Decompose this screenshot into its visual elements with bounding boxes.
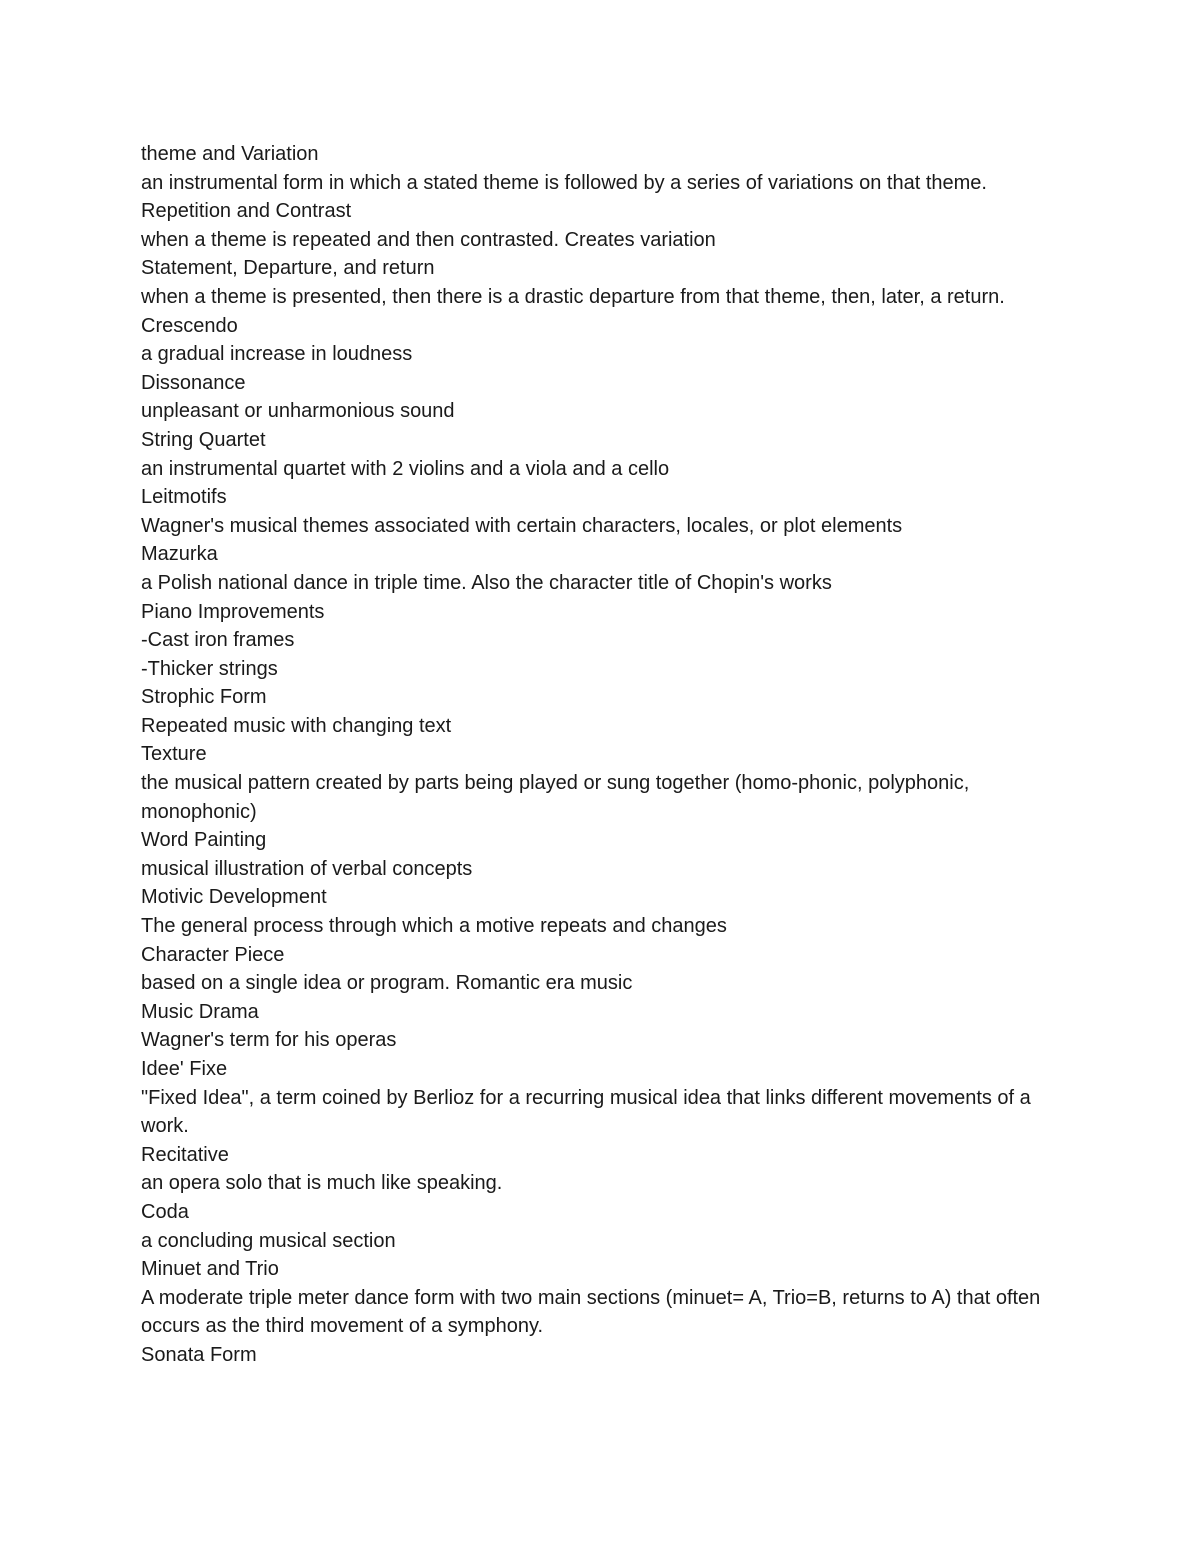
term-heading: Dissonance — [141, 371, 246, 394]
term-heading: Statement, Departure, and return — [141, 257, 435, 280]
term-heading: Piano Improvements — [141, 600, 325, 623]
term-heading: Motivic Development — [141, 886, 327, 909]
term-heading: theme and Variation — [141, 143, 319, 165]
term-heading: Texture — [141, 743, 207, 766]
term-heading: Recitative — [141, 1143, 229, 1166]
term-definition: -Thicker strings — [141, 657, 278, 680]
term-definition: an opera solo that is much like speaking. — [141, 1172, 503, 1195]
term-definition: Repeated music with changing text — [141, 714, 452, 737]
term-definition: when a theme is repeated and then contrasted. Creates variation — [141, 228, 716, 251]
term-definition: a Polish national dance in triple time. Also the character title of Chopin's works — [141, 571, 832, 594]
term-heading: String Quartet — [141, 428, 266, 451]
term-definition: the musical pattern created by parts being played or sung together (homo-phonic, polyphonic, monophonic) — [141, 772, 970, 823]
term-heading: Minuet and Trio — [141, 1258, 279, 1281]
term-heading: Music Drama — [141, 1000, 259, 1023]
term-heading: Mazurka — [141, 543, 218, 566]
term-definition: musical illustration of verbal concepts — [141, 857, 473, 880]
term-definition: The general process through which a motive repeats and changes — [141, 915, 727, 938]
term-definition: an instrumental quartet with 2 violins and a viola and a cello — [141, 457, 670, 480]
term-definition: a concluding musical section — [141, 1229, 396, 1252]
term-definition: "Fixed Idea", a term coined by Berlioz for a recurring musical idea that links different movements of a work. — [141, 1086, 1031, 1138]
term-definition: an instrumental form in which a stated theme is followed by a series of variations on that theme. — [141, 171, 987, 194]
term-definition: unpleasant or unharmonious sound — [141, 400, 455, 423]
term-definition: Wagner's term for his operas — [141, 1029, 397, 1052]
term-heading: Idee' Fixe — [141, 1058, 228, 1080]
term-definition: A moderate triple meter dance form with two main sections (minuet= A, Trio=B, returns to A) that often occurs as the third movement of a symphony. — [141, 1286, 1041, 1338]
term-heading: Sonata Form — [141, 1343, 257, 1366]
document-body — [141, 140, 1071, 1370]
term-heading: Leitmotifs — [141, 486, 227, 509]
term-definition: based on a single idea or program. Romantic era music — [141, 972, 633, 995]
term-heading: Coda — [141, 1200, 189, 1223]
term-definition: a gradual increase in loudness — [141, 343, 413, 366]
term-definition: Wagner's musical themes associated with certain characters, locales, or plot elements — [141, 514, 903, 537]
term-definition: when a theme is presented, then there is a drastic departure from that theme, then, later, a return. — [141, 285, 1005, 308]
term-heading: Word Painting — [141, 829, 267, 852]
term-heading: Character Piece — [141, 943, 285, 966]
term-definition: -Cast iron frames — [141, 629, 295, 652]
term-heading: Crescendo — [141, 314, 238, 337]
term-heading: Strophic Form — [141, 686, 267, 709]
term-heading: Repetition and Contrast — [141, 200, 352, 223]
